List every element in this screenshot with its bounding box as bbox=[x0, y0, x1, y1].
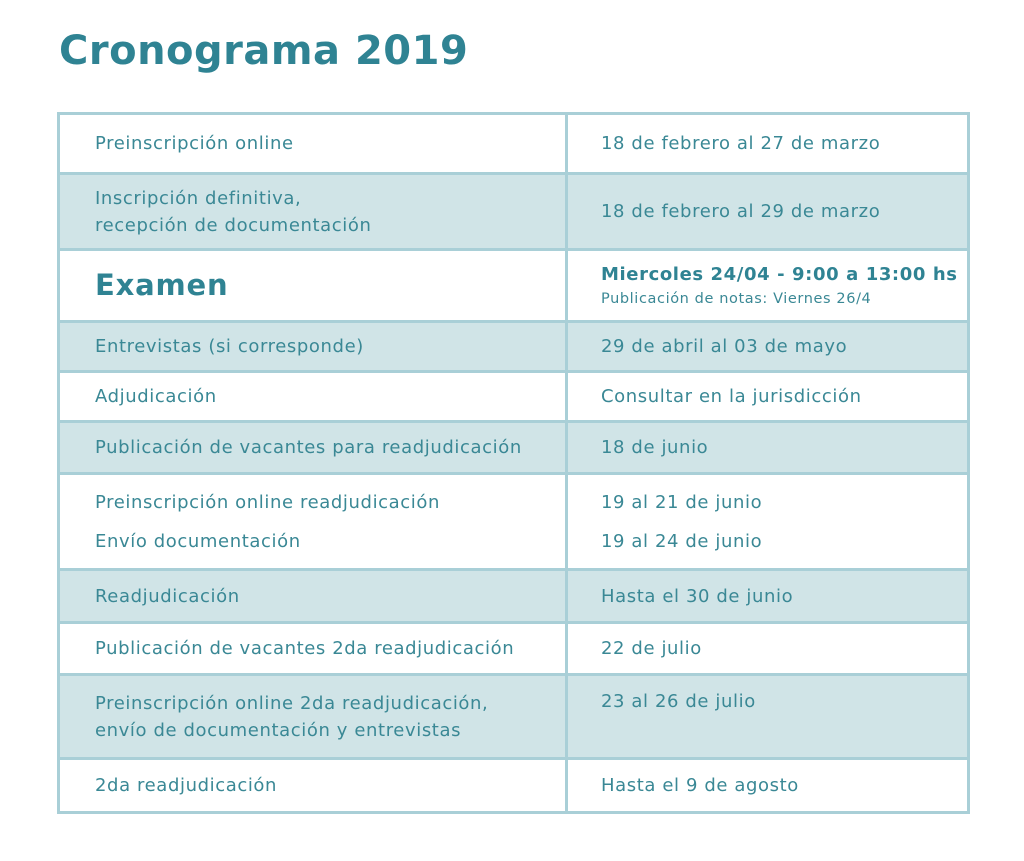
table-row bbox=[60, 760, 967, 811]
activity-cell bbox=[60, 175, 568, 248]
date-label: 29 de abril al 03 de mayo bbox=[601, 336, 848, 357]
activity-label: Preinscripción online 2da readjudicación, bbox=[95, 692, 489, 714]
date-label: 22 de julio bbox=[601, 638, 702, 659]
date-label: 18 de febrero al 29 de marzo bbox=[601, 201, 881, 222]
activity-label: Publicación de vacantes para readjudicación bbox=[95, 437, 522, 458]
table-row bbox=[60, 323, 967, 373]
table-row bbox=[60, 676, 967, 760]
date-cell bbox=[568, 251, 967, 320]
date-cell bbox=[568, 760, 967, 811]
activity-label: Entrevistas (si corresponde) bbox=[95, 336, 364, 357]
activity-cell bbox=[60, 323, 568, 370]
date-label: 18 de febrero al 27 de marzo bbox=[601, 133, 881, 154]
date-cell bbox=[568, 323, 967, 370]
date-cell bbox=[568, 475, 967, 568]
activity-label: Preinscripción online bbox=[95, 133, 294, 154]
activity-cell bbox=[60, 251, 568, 320]
date-label: 23 al 26 de julio bbox=[601, 691, 756, 712]
date-cell bbox=[568, 676, 967, 757]
date-label: Consultar en la jurisdicción bbox=[601, 386, 862, 407]
activity-label: envío de documentación y entrevistas bbox=[95, 719, 462, 741]
activity-label: Adjudicación bbox=[95, 386, 217, 407]
schedule-table bbox=[57, 112, 970, 814]
activity-cell bbox=[60, 676, 568, 757]
activity-label: recepción de documentación bbox=[95, 214, 372, 236]
table-row bbox=[60, 175, 967, 251]
date-cell bbox=[568, 175, 967, 248]
date-cell bbox=[568, 373, 967, 420]
date-cell bbox=[568, 423, 967, 472]
activity-label: Envío documentación bbox=[95, 530, 301, 552]
table-row-exam bbox=[60, 251, 967, 323]
activity-cell bbox=[60, 115, 568, 172]
activity-cell bbox=[60, 373, 568, 420]
date-cell bbox=[568, 115, 967, 172]
date-label: Hasta el 30 de junio bbox=[601, 585, 794, 607]
date-cell bbox=[568, 571, 967, 621]
activity-cell bbox=[60, 760, 568, 811]
page-title: Cronograma 2019 bbox=[59, 28, 469, 74]
activity-cell bbox=[60, 571, 568, 621]
activity-label: 2da readjudicación bbox=[95, 775, 278, 796]
table-row bbox=[60, 475, 967, 571]
exam-label: Examen bbox=[95, 268, 229, 302]
date-label: Hasta el 9 de agosto bbox=[601, 775, 799, 796]
activity-label: Publicación de vacantes 2da readjudicación bbox=[95, 638, 515, 659]
table-row bbox=[60, 115, 967, 175]
date-cell bbox=[568, 624, 967, 673]
activity-cell bbox=[60, 423, 568, 472]
table-row bbox=[60, 373, 967, 423]
activity-label: Preinscripción online readjudicación bbox=[95, 491, 441, 513]
activity-label: Inscripción definitiva, bbox=[95, 187, 302, 209]
exam-date: Miercoles 24/04 - 9:00 a 13:00 hs bbox=[601, 263, 958, 285]
table-row bbox=[60, 423, 967, 475]
date-label: 19 al 24 de junio bbox=[601, 530, 763, 552]
activity-label: Readjudicación bbox=[95, 585, 240, 607]
activity-cell bbox=[60, 475, 568, 568]
activity-cell bbox=[60, 624, 568, 673]
table-row bbox=[60, 571, 967, 624]
date-label: 18 de junio bbox=[601, 437, 709, 458]
date-label: 19 al 21 de junio bbox=[601, 491, 763, 513]
exam-results-note: Publicación de notas: Viernes 26/4 bbox=[601, 290, 872, 307]
table-row bbox=[60, 624, 967, 676]
